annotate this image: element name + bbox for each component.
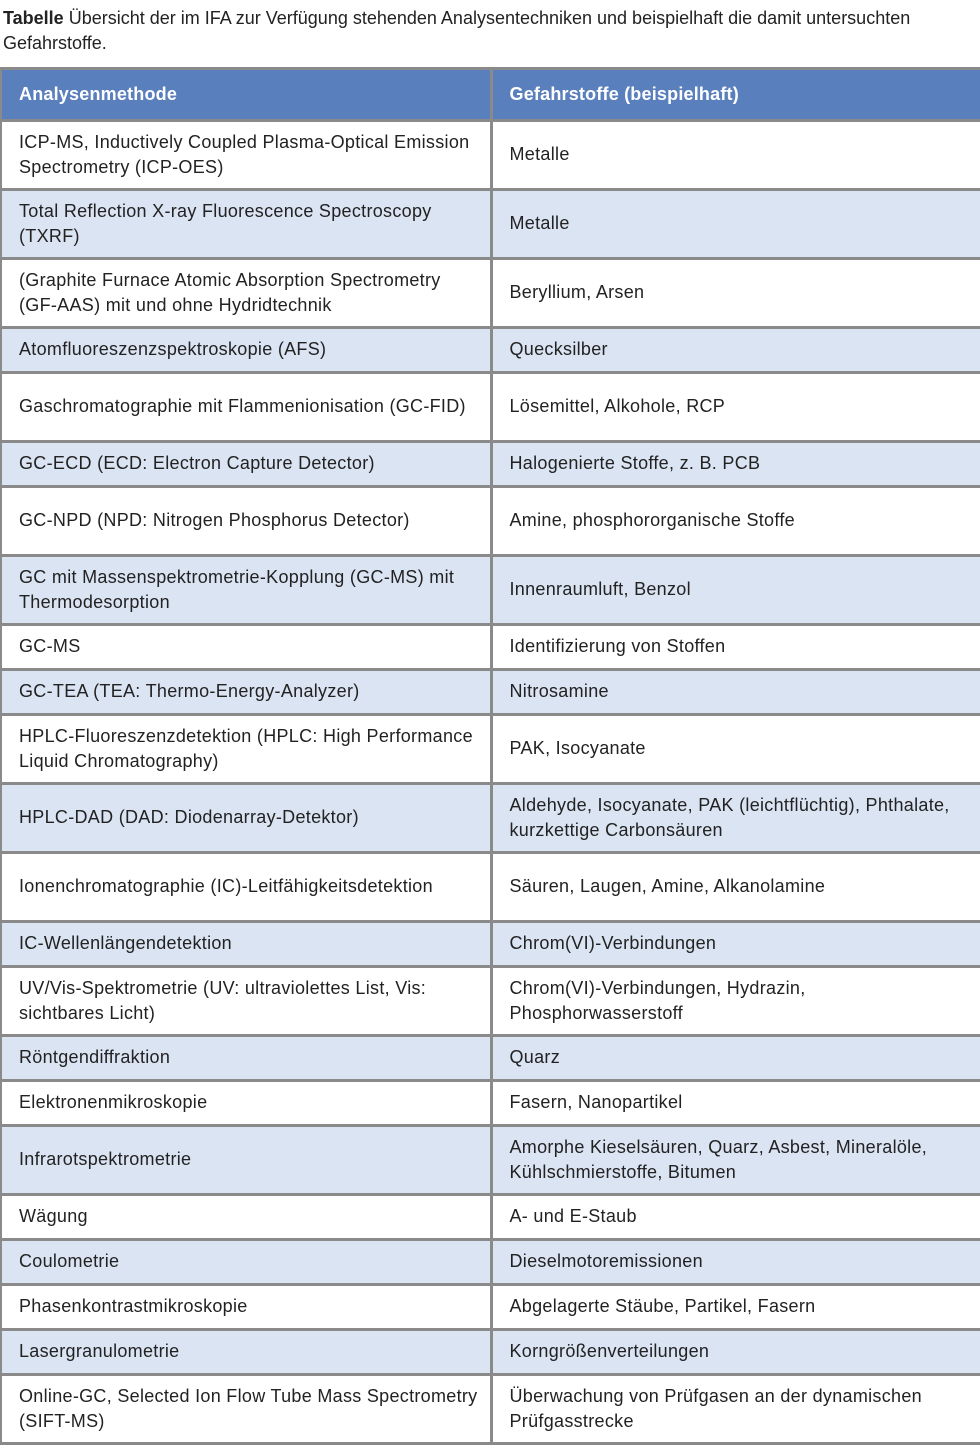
analysis-methods-table bbox=[0, 70, 980, 1445]
method-cell: Röntgendiffraktion bbox=[1, 1035, 491, 1080]
method-cell: Phasenkontrastmikroskopie bbox=[1, 1284, 491, 1329]
method-cell: Atomfluoreszenzspektroskopie (AFS) bbox=[1, 327, 491, 372]
method-cell: GC-NPD (NPD: Nitrogen Phosphorus Detector) bbox=[1, 486, 491, 555]
method-cell: GC-TEA (TEA: Thermo-Energy-Analyzer) bbox=[1, 669, 491, 714]
substances-cell: Chrom(VI)-Verbindungen, Hydrazin, Phosphorwasserstoff bbox=[491, 966, 980, 1035]
method-cell: Infrarotspektrometrie bbox=[1, 1125, 491, 1194]
substances-cell: Dieselmotoremissionen bbox=[491, 1239, 980, 1284]
substances-cell: Amorphe Kieselsäuren, Quarz, Asbest, Mineralöle, Kühlschmierstoffe, Bitumen bbox=[491, 1125, 980, 1194]
table-row bbox=[1, 1239, 980, 1284]
table-row bbox=[1, 258, 980, 327]
table-row bbox=[1, 921, 980, 966]
method-cell: HPLC-DAD (DAD: Diodenarray-Detektor) bbox=[1, 783, 491, 852]
table-row bbox=[1, 189, 980, 258]
substances-cell: A- und E-Staub bbox=[491, 1194, 980, 1239]
table-row bbox=[1, 1329, 980, 1374]
table-row bbox=[1, 1080, 980, 1125]
table-row bbox=[1, 120, 980, 189]
substances-cell: Lösemittel, Alkohole, RCP bbox=[491, 372, 980, 441]
substances-cell: Säuren, Laugen, Amine, Alkanolamine bbox=[491, 852, 980, 921]
substances-cell: Korngrößenverteilungen bbox=[491, 1329, 980, 1374]
substances-cell: Abgelagerte Stäube, Partikel, Fasern bbox=[491, 1284, 980, 1329]
table-row bbox=[1, 555, 980, 624]
table-row bbox=[1, 624, 980, 669]
method-cell: Lasergranulometrie bbox=[1, 1329, 491, 1374]
table-row bbox=[1, 486, 980, 555]
method-cell: Elektronenmikroskopie bbox=[1, 1080, 491, 1125]
substances-cell: Fasern, Nanopartikel bbox=[491, 1080, 980, 1125]
table-row bbox=[1, 1374, 980, 1443]
substances-cell: Chrom(VI)-Verbindungen bbox=[491, 921, 980, 966]
table-body bbox=[1, 120, 980, 1443]
method-cell: GC-ECD (ECD: Electron Capture Detector) bbox=[1, 441, 491, 486]
method-cell: GC mit Massenspektrometrie-Kopplung (GC-MS) mit Thermodesorption bbox=[1, 555, 491, 624]
table-caption bbox=[0, 0, 980, 70]
table-row bbox=[1, 441, 980, 486]
table-header-row bbox=[1, 70, 980, 120]
table-row bbox=[1, 714, 980, 783]
table-row bbox=[1, 966, 980, 1035]
substances-cell: Quecksilber bbox=[491, 327, 980, 372]
table-row bbox=[1, 669, 980, 714]
substances-cell: Überwachung von Prüfgasen an der dynamischen Prüfgasstrecke bbox=[491, 1374, 980, 1443]
table-row bbox=[1, 327, 980, 372]
substances-cell: Halogenierte Stoffe, z. B. PCB bbox=[491, 441, 980, 486]
table-row bbox=[1, 1125, 980, 1194]
substances-cell: Beryllium, Arsen bbox=[491, 258, 980, 327]
method-cell: Online-GC, Selected Ion Flow Tube Mass Spectrometry (SIFT-MS) bbox=[1, 1374, 491, 1443]
substances-cell: Innenraumluft, Benzol bbox=[491, 555, 980, 624]
substances-cell: Quarz bbox=[491, 1035, 980, 1080]
method-cell: Total Reflection X-ray Fluorescence Spectroscopy (TXRF) bbox=[1, 189, 491, 258]
table-row bbox=[1, 1035, 980, 1080]
method-cell: IC-Wellenlängendetektion bbox=[1, 921, 491, 966]
substances-cell: PAK, Isocyanate bbox=[491, 714, 980, 783]
substances-cell: Nitrosamine bbox=[491, 669, 980, 714]
substances-cell: Amine, phosphororganische Stoffe bbox=[491, 486, 980, 555]
method-cell: Wägung bbox=[1, 1194, 491, 1239]
table-row bbox=[1, 783, 980, 852]
substances-cell: Aldehyde, Isocyanate, PAK (leichtflüchtig), Phthalate, kurzkettige Carbonsäuren bbox=[491, 783, 980, 852]
substances-cell: Identifizierung von Stoffen bbox=[491, 624, 980, 669]
table-row bbox=[1, 1284, 980, 1329]
column-header-method: Analysenmethode bbox=[1, 70, 491, 120]
substances-cell: Metalle bbox=[491, 120, 980, 189]
method-cell: GC-MS bbox=[1, 624, 491, 669]
method-cell: UV/Vis-Spektrometrie (UV: ultraviolettes List, Vis: sichtbares Licht) bbox=[1, 966, 491, 1035]
caption-text: Übersicht der im IFA zur Verfügung stehenden Analysentechniken und beispielhaft die damit untersuchten Gefahrstoffe. bbox=[3, 8, 911, 53]
method-cell: Gaschromatographie mit Flammenionisation (GC-FID) bbox=[1, 372, 491, 441]
method-cell: Coulometrie bbox=[1, 1239, 491, 1284]
substances-cell: Metalle bbox=[491, 189, 980, 258]
method-cell: Ionenchromatographie (IC)-Leitfähigkeitsdetektion bbox=[1, 852, 491, 921]
column-header-substances: Gefahrstoffe (beispielhaft) bbox=[491, 70, 980, 120]
method-cell: (Graphite Furnace Atomic Absorption Spectrometry (GF-AAS) mit und ohne Hydridtechnik bbox=[1, 258, 491, 327]
caption-label: Tabelle bbox=[3, 8, 64, 28]
table-row bbox=[1, 372, 980, 441]
method-cell: ICP-MS, Inductively Coupled Plasma-Optical Emission Spectrometry (ICP-OES) bbox=[1, 120, 491, 189]
method-cell: HPLC-Fluoreszenzdetektion (HPLC: High Performance Liquid Chromatography) bbox=[1, 714, 491, 783]
table-row bbox=[1, 852, 980, 921]
table-row bbox=[1, 1194, 980, 1239]
